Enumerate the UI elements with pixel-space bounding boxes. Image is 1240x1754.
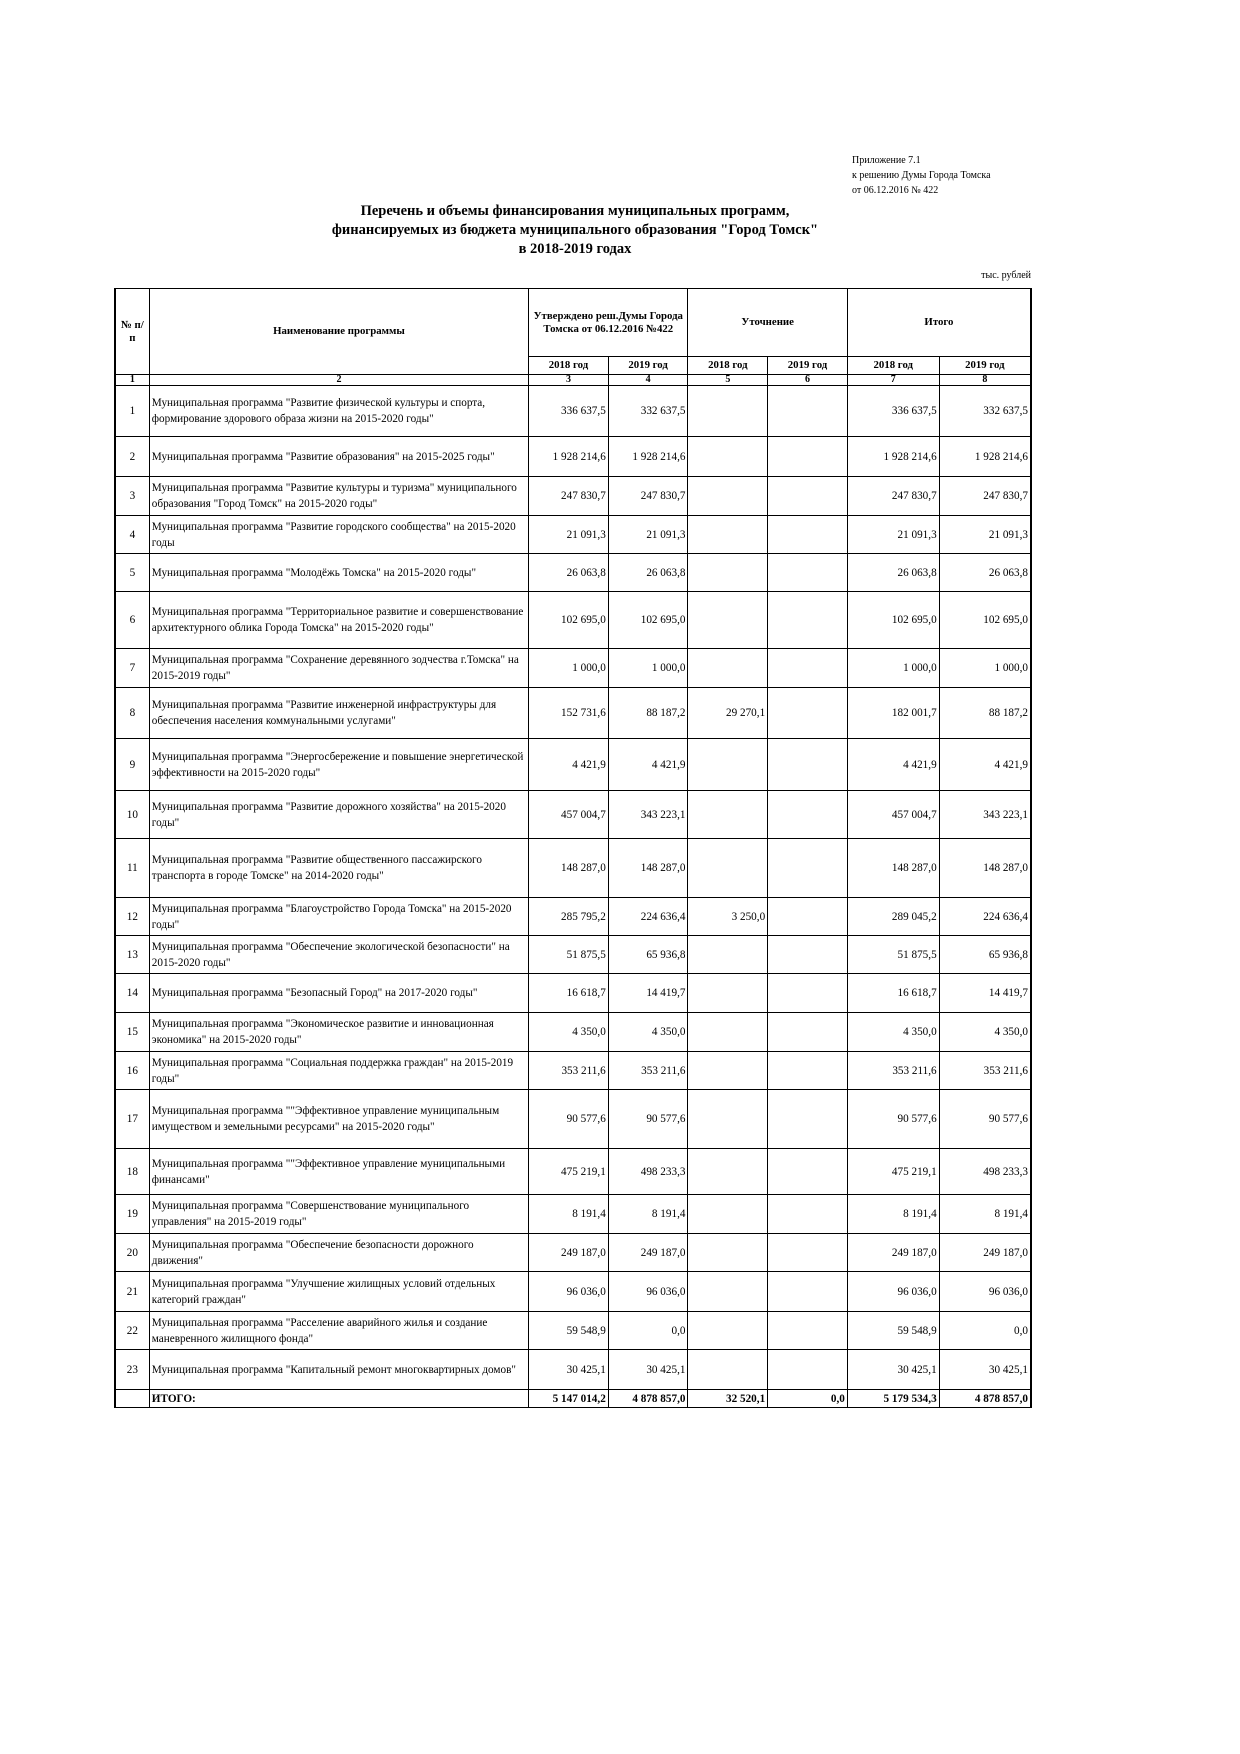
header-total-2018: 2018 год — [847, 357, 939, 375]
header-approved-2019: 2019 год — [608, 357, 688, 375]
units-label: тыс. рублей — [981, 270, 1031, 281]
value-t18: 249 187,0 — [847, 1234, 939, 1272]
table-row — [115, 1013, 1031, 1052]
value-t18: 90 577,6 — [847, 1090, 939, 1149]
value-t18: 51 875,5 — [847, 936, 939, 974]
column-numbers-row — [115, 375, 1031, 386]
appendix-note — [852, 153, 991, 198]
col-number: 1 — [115, 375, 149, 386]
value-c18 — [688, 1350, 768, 1390]
value-a18: 4 350,0 — [529, 1013, 609, 1052]
value-a18: 353 211,6 — [529, 1052, 609, 1090]
value-t19: 30 425,1 — [939, 1350, 1031, 1390]
value-c19 — [768, 516, 848, 554]
value-c18 — [688, 739, 768, 791]
value-c18 — [688, 649, 768, 688]
col-number: 4 — [608, 375, 688, 386]
value-a19: 0,0 — [608, 1312, 688, 1350]
value-a18: 249 187,0 — [529, 1234, 609, 1272]
value-t19: 102 695,0 — [939, 592, 1031, 649]
value-t18: 16 618,7 — [847, 974, 939, 1013]
value-a19: 96 036,0 — [608, 1272, 688, 1312]
table-row — [115, 1312, 1031, 1350]
table-row — [115, 839, 1031, 898]
appendix-line-1: Приложение 7.1 — [852, 155, 921, 166]
table-row — [115, 1090, 1031, 1149]
value-t19: 1 928 214,6 — [939, 437, 1031, 477]
value-t19: 332 637,5 — [939, 386, 1031, 437]
value-c18 — [688, 1149, 768, 1195]
value-c19 — [768, 554, 848, 592]
table-row — [115, 1272, 1031, 1312]
value-t18: 4 350,0 — [847, 1013, 939, 1052]
value-c18 — [688, 839, 768, 898]
header-clarification: Уточнение — [688, 289, 847, 357]
value-t18: 148 287,0 — [847, 839, 939, 898]
value-c19 — [768, 437, 848, 477]
total-a18: 5 147 014,2 — [529, 1390, 609, 1408]
value-c19 — [768, 1272, 848, 1312]
total-label: ИТОГО: — [149, 1390, 528, 1408]
total-c19: 0,0 — [768, 1390, 848, 1408]
table-row — [115, 1195, 1031, 1234]
value-c19 — [768, 1350, 848, 1390]
value-t18: 182 001,7 — [847, 688, 939, 739]
value-c19 — [768, 1090, 848, 1149]
value-t18: 4 421,9 — [847, 739, 939, 791]
program-name: Муниципальная программа "Обеспечение безопасности дорожного движения" — [149, 1234, 528, 1272]
table-row — [115, 688, 1031, 739]
value-t19: 224 636,4 — [939, 898, 1031, 936]
value-a19: 102 695,0 — [608, 592, 688, 649]
value-c18 — [688, 1234, 768, 1272]
value-t19: 148 287,0 — [939, 839, 1031, 898]
table-row — [115, 974, 1031, 1013]
value-a18: 4 421,9 — [529, 739, 609, 791]
row-number: 12 — [115, 898, 149, 936]
value-a18: 59 548,9 — [529, 1312, 609, 1350]
value-c18 — [688, 1195, 768, 1234]
header-num: № п/п — [115, 289, 149, 375]
value-t18: 247 830,7 — [847, 477, 939, 516]
row-number: 7 — [115, 649, 149, 688]
value-a19: 1 000,0 — [608, 649, 688, 688]
value-c19 — [768, 839, 848, 898]
row-number: 20 — [115, 1234, 149, 1272]
program-name: Муниципальная программа "Развитие общественного пассажирского транспорта в городе Томске" на 2014-2020 годы" — [149, 839, 528, 898]
value-t18: 102 695,0 — [847, 592, 939, 649]
value-t18: 336 637,5 — [847, 386, 939, 437]
value-a18: 457 004,7 — [529, 791, 609, 839]
value-a18: 30 425,1 — [529, 1350, 609, 1390]
program-name: Муниципальная программа "Совершенствование муниципального управления" на 2015-2019 годы" — [149, 1195, 528, 1234]
value-a18: 102 695,0 — [529, 592, 609, 649]
total-t19: 4 878 857,0 — [939, 1390, 1031, 1408]
value-t18: 289 045,2 — [847, 898, 939, 936]
table-row — [115, 649, 1031, 688]
row-number: 15 — [115, 1013, 149, 1052]
value-a18: 21 091,3 — [529, 516, 609, 554]
value-t18: 8 191,4 — [847, 1195, 939, 1234]
program-name: Муниципальная программа "Капитальный ремонт многоквартирных домов" — [149, 1350, 528, 1390]
header-approved: Утверждено реш.Думы Города Томска от 06.12.2016 №422 — [529, 289, 688, 357]
program-name: Муниципальная программа "Расселение аварийного жилья и создание маневренного жилищного фонда" — [149, 1312, 528, 1350]
value-a19: 1 928 214,6 — [608, 437, 688, 477]
value-c19 — [768, 974, 848, 1013]
value-t18: 1 928 214,6 — [847, 437, 939, 477]
value-a18: 1 928 214,6 — [529, 437, 609, 477]
value-a19: 148 287,0 — [608, 839, 688, 898]
value-t18: 21 091,3 — [847, 516, 939, 554]
table-row — [115, 516, 1031, 554]
col-number: 7 — [847, 375, 939, 386]
header-total: Итого — [847, 289, 1031, 357]
col-number: 5 — [688, 375, 768, 386]
value-a19: 498 233,3 — [608, 1149, 688, 1195]
program-name: Муниципальная программа "Территориальное развитие и совершенствование архитектурного облика Города Томска" на 2015-2020 годы" — [149, 592, 528, 649]
row-number: 3 — [115, 477, 149, 516]
table-row — [115, 437, 1031, 477]
total-c18: 32 520,1 — [688, 1390, 768, 1408]
program-name: Муниципальная программа ""Эффективное управление муниципальными финансами" — [149, 1149, 528, 1195]
total-empty-cell — [115, 1390, 149, 1408]
value-c19 — [768, 592, 848, 649]
value-t19: 247 830,7 — [939, 477, 1031, 516]
program-name: Муниципальная программа "Развитие городского сообщества" на 2015-2020 годы — [149, 516, 528, 554]
value-a19: 224 636,4 — [608, 898, 688, 936]
value-t19: 343 223,1 — [939, 791, 1031, 839]
value-t19: 26 063,8 — [939, 554, 1031, 592]
value-t18: 59 548,9 — [847, 1312, 939, 1350]
value-c18 — [688, 477, 768, 516]
value-c18 — [688, 516, 768, 554]
value-a19: 88 187,2 — [608, 688, 688, 739]
value-a19: 249 187,0 — [608, 1234, 688, 1272]
value-c18 — [688, 1052, 768, 1090]
value-a18: 16 618,7 — [529, 974, 609, 1013]
value-a19: 90 577,6 — [608, 1090, 688, 1149]
program-name: Муниципальная программа ""Эффективное управление муниципальным имуществом и земельными ресурсами" на 2015-2020 годы" — [149, 1090, 528, 1149]
document-title — [180, 202, 970, 259]
value-c19 — [768, 477, 848, 516]
value-c18 — [688, 386, 768, 437]
value-a18: 152 731,6 — [529, 688, 609, 739]
value-a18: 475 219,1 — [529, 1149, 609, 1195]
value-c19 — [768, 649, 848, 688]
value-c18 — [688, 1013, 768, 1052]
value-a19: 14 419,7 — [608, 974, 688, 1013]
program-name: Муниципальная программа "Развитие инженерной инфраструктуры для обеспечения населения коммунальными услугами" — [149, 688, 528, 739]
table-row — [115, 477, 1031, 516]
value-t19: 249 187,0 — [939, 1234, 1031, 1272]
table-row — [115, 898, 1031, 936]
table-row — [115, 791, 1031, 839]
value-c19 — [768, 1149, 848, 1195]
total-t18: 5 179 534,3 — [847, 1390, 939, 1408]
value-t19: 1 000,0 — [939, 649, 1031, 688]
value-t18: 96 036,0 — [847, 1272, 939, 1312]
row-number: 8 — [115, 688, 149, 739]
program-name: Муниципальная программа "Развитие образования" на 2015-2025 годы" — [149, 437, 528, 477]
row-number: 9 — [115, 739, 149, 791]
value-c18 — [688, 936, 768, 974]
row-number: 19 — [115, 1195, 149, 1234]
value-a18: 247 830,7 — [529, 477, 609, 516]
program-name: Муниципальная программа "Улучшение жилищных условий отдельных категорий граждан" — [149, 1272, 528, 1312]
value-c19 — [768, 791, 848, 839]
header-approved-2018: 2018 год — [529, 357, 609, 375]
value-a19: 247 830,7 — [608, 477, 688, 516]
program-name: Муниципальная программа "Социальная поддержка граждан" на 2015-2019 годы" — [149, 1052, 528, 1090]
row-number: 2 — [115, 437, 149, 477]
value-t19: 14 419,7 — [939, 974, 1031, 1013]
value-c18 — [688, 1312, 768, 1350]
value-t19: 0,0 — [939, 1312, 1031, 1350]
value-t19: 90 577,6 — [939, 1090, 1031, 1149]
value-c18: 29 270,1 — [688, 688, 768, 739]
row-number: 18 — [115, 1149, 149, 1195]
col-number: 6 — [768, 375, 848, 386]
value-a18: 148 287,0 — [529, 839, 609, 898]
value-a19: 332 637,5 — [608, 386, 688, 437]
table-row — [115, 386, 1031, 437]
value-a19: 4 421,9 — [608, 739, 688, 791]
value-t18: 26 063,8 — [847, 554, 939, 592]
table-row — [115, 592, 1031, 649]
table-row — [115, 1234, 1031, 1272]
row-number: 17 — [115, 1090, 149, 1149]
row-number: 21 — [115, 1272, 149, 1312]
value-c18 — [688, 592, 768, 649]
value-a18: 26 063,8 — [529, 554, 609, 592]
program-name: Муниципальная программа "Экономическое развитие и инновационная экономика" на 2015-2020 годы" — [149, 1013, 528, 1052]
value-a19: 353 211,6 — [608, 1052, 688, 1090]
row-number: 5 — [115, 554, 149, 592]
value-a19: 26 063,8 — [608, 554, 688, 592]
value-t18: 475 219,1 — [847, 1149, 939, 1195]
value-a19: 30 425,1 — [608, 1350, 688, 1390]
program-name: Муниципальная программа "Развитие культуры и туризма" муниципального образования "Город Томск" на 2015-2020 годы" — [149, 477, 528, 516]
value-c18: 3 250,0 — [688, 898, 768, 936]
value-c19 — [768, 936, 848, 974]
program-name: Муниципальная программа "Сохранение деревянного зодчества г.Томска" на 2015-2019 годы" — [149, 649, 528, 688]
value-t19: 4 350,0 — [939, 1013, 1031, 1052]
value-c18 — [688, 974, 768, 1013]
program-name: Муниципальная программа "Энергосбережение и повышение энергетической эффективности на 2015-2020 годы" — [149, 739, 528, 791]
row-number: 4 — [115, 516, 149, 554]
value-c19 — [768, 1013, 848, 1052]
value-t19: 4 421,9 — [939, 739, 1031, 791]
title-line-2: финансируемых из бюджета муниципального образования "Город Томск" — [331, 222, 819, 238]
value-c18 — [688, 437, 768, 477]
value-t18: 1 000,0 — [847, 649, 939, 688]
value-a18: 96 036,0 — [529, 1272, 609, 1312]
value-t19: 88 187,2 — [939, 688, 1031, 739]
value-c19 — [768, 898, 848, 936]
row-number: 11 — [115, 839, 149, 898]
value-a18: 90 577,6 — [529, 1090, 609, 1149]
value-a18: 51 875,5 — [529, 936, 609, 974]
value-c19 — [768, 1234, 848, 1272]
program-name: Муниципальная программа "Развитие дорожного хозяйства" на 2015-2020 годы" — [149, 791, 528, 839]
value-c19 — [768, 1195, 848, 1234]
table-row — [115, 1149, 1031, 1195]
row-number: 10 — [115, 791, 149, 839]
value-a18: 1 000,0 — [529, 649, 609, 688]
table-row — [115, 739, 1031, 791]
program-name: Муниципальная программа "Безопасный Город" на 2017-2020 годы" — [149, 974, 528, 1013]
value-t19: 96 036,0 — [939, 1272, 1031, 1312]
value-a19: 343 223,1 — [608, 791, 688, 839]
col-number: 3 — [529, 375, 609, 386]
value-a18: 336 637,5 — [529, 386, 609, 437]
program-name: Муниципальная программа "Молодёжь Томска" на 2015-2020 годы" — [149, 554, 528, 592]
value-c19 — [768, 688, 848, 739]
row-number: 6 — [115, 592, 149, 649]
value-t19: 353 211,6 — [939, 1052, 1031, 1090]
value-t18: 353 211,6 — [847, 1052, 939, 1090]
value-c19 — [768, 1052, 848, 1090]
table-row — [115, 1052, 1031, 1090]
program-name: Муниципальная программа "Обеспечение экологической безопасности" на 2015-2020 годы" — [149, 936, 528, 974]
appendix-line-2: к решению Думы Города Томска — [852, 170, 991, 181]
row-number: 16 — [115, 1052, 149, 1090]
title-line-1: Перечень и объемы финансирования муниципальных программ, — [360, 203, 790, 219]
value-t19: 498 233,3 — [939, 1149, 1031, 1195]
value-t19: 21 091,3 — [939, 516, 1031, 554]
value-c18 — [688, 791, 768, 839]
value-a19: 4 350,0 — [608, 1013, 688, 1052]
value-t18: 30 425,1 — [847, 1350, 939, 1390]
value-a19: 8 191,4 — [608, 1195, 688, 1234]
value-c18 — [688, 1272, 768, 1312]
value-c18 — [688, 554, 768, 592]
header-clar-2019: 2019 год — [768, 357, 848, 375]
header-clar-2018: 2018 год — [688, 357, 768, 375]
title-line-3: в 2018-2019 годах — [518, 241, 632, 257]
row-number: 13 — [115, 936, 149, 974]
header-name: Наименование программы — [149, 289, 528, 375]
value-c19 — [768, 386, 848, 437]
row-number: 14 — [115, 974, 149, 1013]
value-c19 — [768, 1312, 848, 1350]
table-row — [115, 936, 1031, 974]
row-number: 1 — [115, 386, 149, 437]
programs-table — [114, 288, 1032, 1408]
value-t19: 65 936,8 — [939, 936, 1031, 974]
value-c19 — [768, 739, 848, 791]
row-number: 22 — [115, 1312, 149, 1350]
header-total-2019: 2019 год — [939, 357, 1031, 375]
value-a19: 65 936,8 — [608, 936, 688, 974]
value-c18 — [688, 1090, 768, 1149]
value-t18: 457 004,7 — [847, 791, 939, 839]
appendix-line-3: от 06.12.2016 № 422 — [852, 185, 939, 196]
total-row — [115, 1390, 1031, 1408]
value-a19: 21 091,3 — [608, 516, 688, 554]
total-a19: 4 878 857,0 — [608, 1390, 688, 1408]
value-a18: 285 795,2 — [529, 898, 609, 936]
col-number: 8 — [939, 375, 1031, 386]
value-t19: 8 191,4 — [939, 1195, 1031, 1234]
col-number: 2 — [149, 375, 528, 386]
row-number: 23 — [115, 1350, 149, 1390]
program-name: Муниципальная программа "Развитие физической культуры и спорта, формирование здорового образа жизни на 2015-2020 годы" — [149, 386, 528, 437]
program-name: Муниципальная программа "Благоустройство Города Томска" на 2015-2020 годы" — [149, 898, 528, 936]
value-a18: 8 191,4 — [529, 1195, 609, 1234]
table-row — [115, 1350, 1031, 1390]
table-row — [115, 554, 1031, 592]
